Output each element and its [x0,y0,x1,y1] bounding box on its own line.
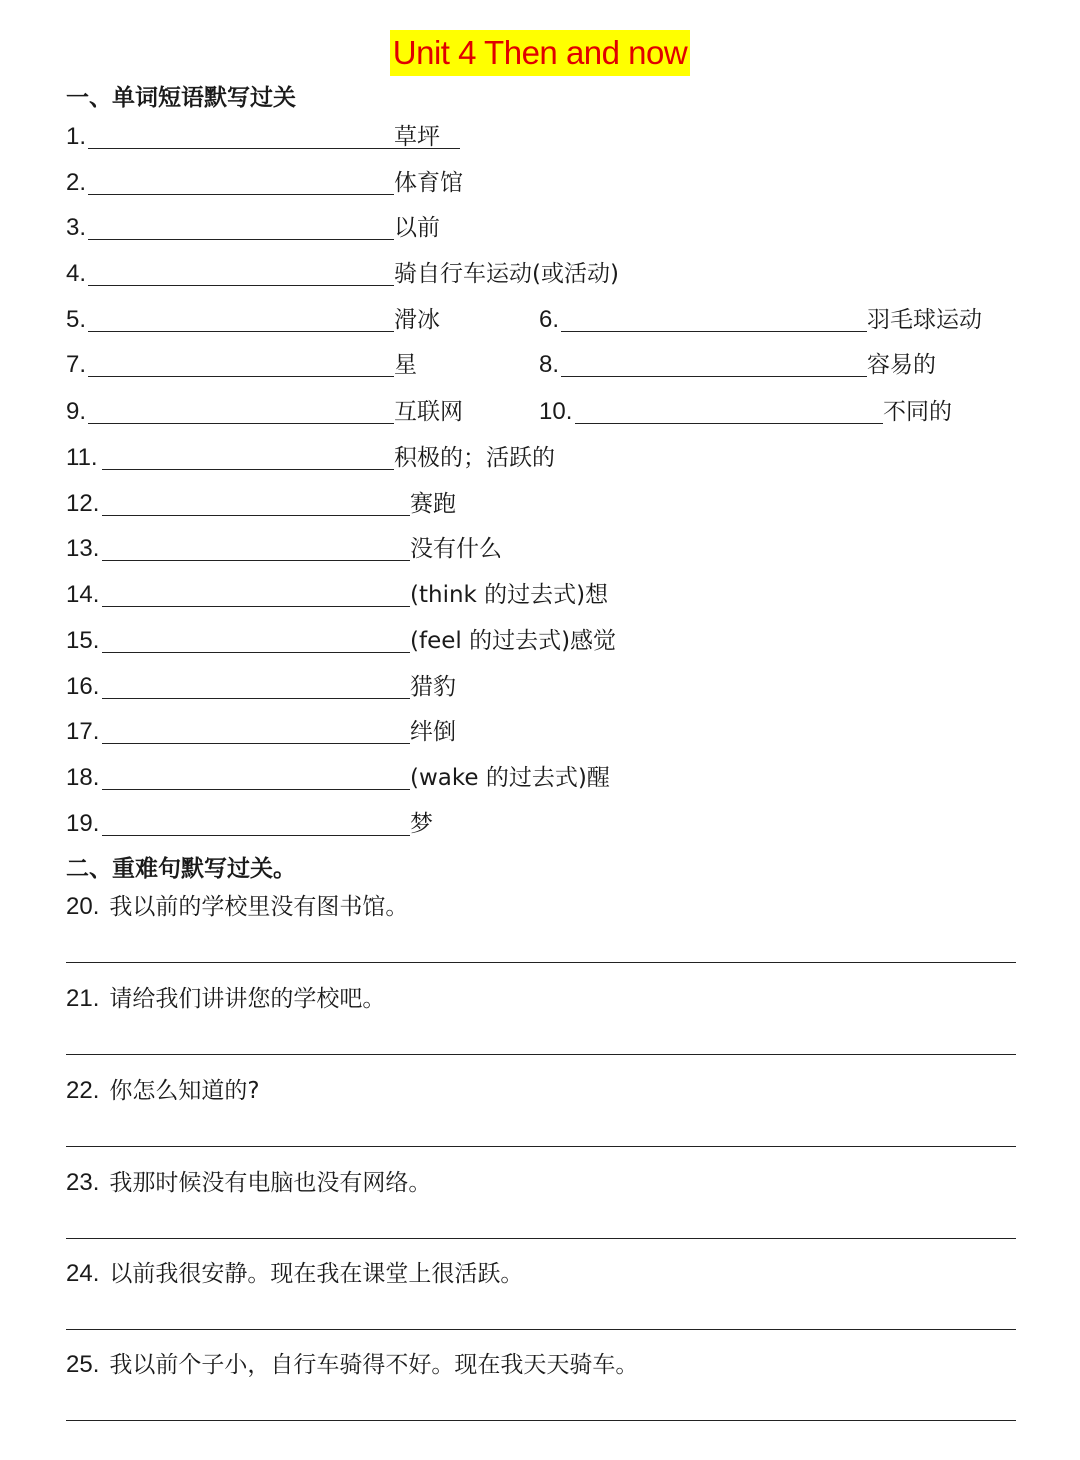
vocab-item-6 [539,303,1009,337]
vocab-meaning: 骑自行车运动(或活动) [394,261,619,287]
vocab-item-13 [66,532,626,566]
vocab-meaning: (feel 的过去式)感觉 [410,628,617,654]
vocab-meaning: 互联网 [394,399,463,425]
sentence-prompt: 我那时候没有电脑也没有网络。 [109,1170,432,1196]
vocab-item-10 [539,395,1009,429]
answer-blank[interactable] [102,441,394,470]
sentence-prompt: 以前我很安静。现在我在课堂上很活跃。 [109,1261,524,1287]
sentence-prompt: 你怎么知道的? [109,1078,260,1104]
sentence-answer-line[interactable] [66,1054,1016,1055]
vocab-meaning: 滑冰 [394,307,440,333]
vocab-meaning: 草坪 [394,124,440,150]
sentence-number: 21. [66,985,100,1012]
vocab-meaning: 以前 [394,215,440,241]
vocab-meaning: 羽毛球运动 [867,307,982,333]
sentence-number: 23. [66,1169,100,1196]
vocab-number: 1. [66,123,87,150]
answer-blank[interactable] [102,487,410,516]
vocab-item-5 [66,303,486,337]
vocab-meaning: (think 的过去式)想 [410,582,609,608]
answer-blank[interactable] [88,257,394,286]
vocab-meaning: 积极的；活跃的 [394,445,555,471]
vocab-item-18 [66,761,686,795]
vocab-item-19 [66,807,626,841]
sentence-answer-line[interactable] [66,1329,1016,1330]
title-wrap [0,30,1080,76]
sentence-prompt: 我以前个子小，自行车骑得不好。现在我天天骑车。 [109,1352,639,1378]
vocab-number: 19. [66,810,100,837]
vocab-number: 7. [66,351,87,378]
vocab-number: 3. [66,214,87,241]
vocab-number: 16. [66,673,100,700]
answer-blank[interactable] [102,624,410,653]
answer-blank[interactable] [102,761,410,790]
vocab-item-9 [66,395,486,429]
sentence-answer-line[interactable] [66,1420,1016,1421]
vocab-number: 6. [539,306,560,333]
vocab-number: 17. [66,718,100,745]
vocab-meaning: 没有什么 [410,536,502,562]
sentence-item-23 [66,1166,431,1200]
vocab-item-2 [66,166,486,200]
vocab-number: 12. [66,490,100,517]
vocab-number: 4. [66,260,87,287]
answer-blank[interactable] [102,715,410,744]
vocab-meaning: 猎豹 [410,674,456,700]
sentence-item-21 [66,982,385,1016]
sentence-item-22 [66,1074,260,1108]
vocab-number: 14. [66,581,100,608]
answer-blank[interactable] [561,303,867,332]
vocab-item-3 [66,211,486,245]
worksheet-title: Unit 4 Then and now [390,30,690,76]
answer-blank[interactable] [88,395,394,424]
vocab-number: 8. [539,351,560,378]
vocab-number: 2. [66,169,87,196]
section-heading-sentences: 二、重难句默写过关。 [66,856,296,882]
sentence-answer-line[interactable] [66,1146,1016,1147]
vocab-meaning: 不同的 [883,399,952,425]
sentence-number: 22. [66,1077,100,1104]
answer-blank[interactable] [102,670,410,699]
vocab-number: 11. [66,444,98,471]
vocab-number: 13. [66,535,100,562]
sentence-prompt: 我以前的学校里没有图书馆。 [109,894,409,920]
vocab-number: 18. [66,764,100,791]
vocab-number: 10. [539,398,573,425]
vocab-item-12 [66,487,626,521]
answer-blank[interactable] [561,348,867,377]
answer-blank[interactable] [102,532,410,561]
vocab-item-16 [66,670,626,704]
vocab-number: 9. [66,398,87,425]
vocab-item-17 [66,715,626,749]
answer-blank[interactable] [102,578,410,607]
vocab-item-1 [66,120,486,154]
vocab-item-8 [539,348,1009,382]
answer-blank[interactable] [88,211,394,240]
vocab-item-14 [66,578,686,612]
vocab-number: 15. [66,627,100,654]
sentence-number: 24. [66,1260,100,1287]
vocab-item-15 [66,624,686,658]
answer-blank[interactable] [88,303,394,332]
vocab-item-4 [66,257,686,291]
sentence-number: 25. [66,1351,100,1378]
sentence-item-25 [66,1348,638,1382]
vocab-meaning: (wake 的过去式)醒 [410,765,610,791]
sentence-prompt: 请给我们讲讲您的学校吧。 [109,986,386,1012]
vocab-meaning: 容易的 [867,352,936,378]
vocab-meaning: 梦 [410,811,433,837]
vocab-item-11 [66,441,626,475]
vocab-meaning: 绊倒 [410,719,456,745]
vocab-meaning: 体育馆 [394,170,463,196]
answer-blank[interactable] [575,395,883,424]
sentence-item-20 [66,890,408,924]
sentence-number: 20. [66,893,100,920]
vocab-item-7 [66,348,486,382]
section-heading-vocab: 一、单词短语默写过关 [66,85,296,111]
vocab-meaning: 赛跑 [410,491,456,517]
answer-blank[interactable] [88,166,394,195]
vocab-meaning: 星 [394,352,417,378]
answer-blank[interactable] [102,807,410,836]
sentence-item-24 [66,1257,523,1291]
sentence-answer-line[interactable] [66,1238,1016,1239]
answer-blank[interactable] [88,348,394,377]
vocab-number: 5. [66,306,87,333]
sentence-answer-line[interactable] [66,962,1016,963]
